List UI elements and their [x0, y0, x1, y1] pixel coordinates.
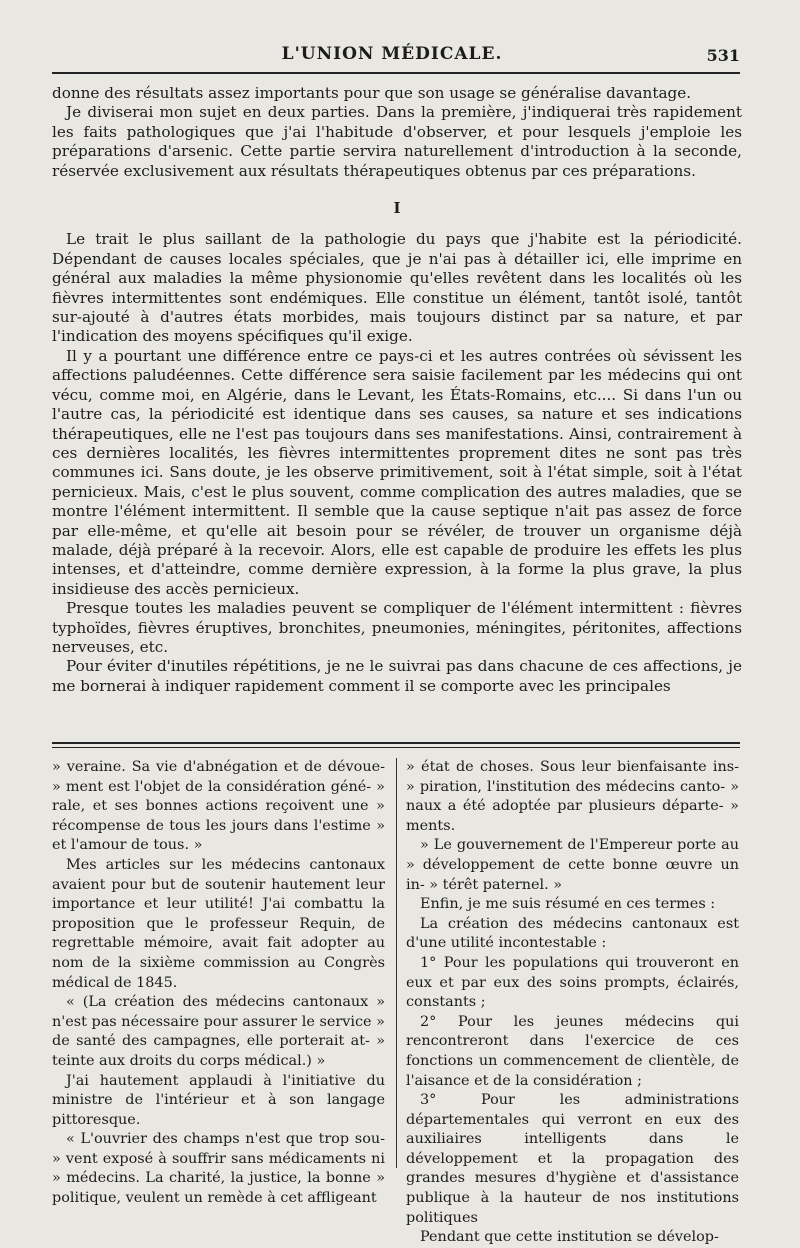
feuilleton-left-column — [52, 758, 385, 1209]
paragraph: Il y a pourtant une différence entre ce pays-ci et les autres contrées où sévissent les affections paludéennes. Cette différence sera saisie facilement par les médecins qui ont vécu, comme moi, en Algérie, dans le Levant, les États-Romains, etc.... Si dans l'un ou l'autre cas, la périodicité est identique dans ses causes, sa nature et ses indications thérapeutiques, elle ne l'est pas toujours dans ses manifestations. Ainsi, contrairement à ces dernières localités, les fièvres intermittentes proprement dites ne sont pas très communes ici. Sans doute, je les observe primitivement, soit à l'état simple, soit à l'état pernicieux. Mais, c'est le plus souvent, comme complication des autres maladies, que se montre l'élément intermittent. Il semble que la cause septique n'ait pas assez de force par elle-même, et qu'elle ait besoin pour se révéler, de trouver un organisme déjà malade, déjà préparé à la recevoir. Alors, elle est capable de produire les effets les plus intenses, et d'atteindre, comme dernière expression, à la forme la plus grave, la plus insidieuse des accès pernicieux. — [52, 346, 742, 598]
paragraph: 3° Pour les administrations départementales qui verront en eux des auxiliaires intelligents dans le développement et la propagation des grandes mesures d'hygiène et d'assistance publique à la hauteur de nos institutions politiques — [406, 1092, 739, 1226]
paragraph: La création des médecins cantonaux est d'une utilité incontestable : — [406, 915, 739, 952]
paragraph: Presque toutes les maladies peuvent se compliquer de l'élément intermittent : fièvres typhoïdes, fièvres éruptives, bronchites, pneumonies, méningites, péritonites, affections nerveuses, etc. — [52, 599, 742, 656]
section-heading: I — [393, 199, 401, 218]
paragraph: Pour éviter d'inutiles répétitions, je ne le suivrai pas dans chacune de ces affections, je me bornerai à indiquer rapidement comment il se comporte avec les principales — [52, 657, 742, 695]
paragraph: Mes articles sur les médecins cantonaux avaient pour but de soutenir hautement leur importance et leur utilité! J'ai combattu la proposition que le professeur Requin, de regrettable mémoire, avait fait adopter au nom de la sixième commission au Congrès médical de 1845. — [52, 856, 385, 991]
paragraph: J'ai hautement applaudi à l'initiative du ministre de l'intérieur et à son langage pittoresque. — [52, 1072, 385, 1128]
paragraph: Je diviserai mon sujet en deux parties. Dans la première, j'indiquerai très rapidement les faits pathologiques que j'ai l'habitude d'observer, et pour lesquels j'emploie les préparations d'arsenic. Cette partie servira naturellement d'introduction à la seconde, réservée exclusivement aux résultats thérapeutiques obtenus par ces préparations. — [52, 103, 742, 180]
feuilleton-rule — [52, 742, 740, 748]
paragraph: « (La création des médecins cantonaux » n'est pas nécessaire pour assurer le service » de santé des campagnes, elle porterait at- » teinte aux droits du corps médical.) » — [52, 994, 385, 1069]
paragraph: donne des résultats assez importants pour que son usage se généralise davantage. — [52, 84, 692, 102]
main-article — [52, 84, 742, 696]
running-header — [52, 44, 740, 70]
paragraph: Pendant que cette institution se dévelop- — [420, 1229, 719, 1246]
paragraph: 1° Pour les populations qui trouveront en eux et par eux des soins prompts, éclairés, constants ; — [406, 954, 739, 1011]
paragraph: » Le gouvernement de l'Empereur porte au » développement de cette bonne œuvre un in- » térêt paternel. » — [406, 837, 739, 893]
paragraph: Enfin, je me suis résumé en ces termes : — [420, 896, 716, 913]
column-divider — [396, 758, 397, 1168]
header-rule — [52, 72, 740, 74]
paragraph: » veraine. Sa vie d'abnégation et de dévoue- » ment est l'objet de la considération géné- » rale, et ses bonnes actions reçoivent une » récompense de tous les jours dans l'estime » et l'amour de tous. » — [52, 759, 385, 854]
page-number: 531 — [706, 46, 740, 65]
paragraph: « L'ouvrier des champs n'est que trop sou- » vent exposé à souffrir sans médicaments ni » médecins. La charité, la justice, la bonne » politique, veulent un remède à cet affligeant — [52, 1131, 385, 1207]
feuilleton-right-column — [406, 758, 739, 1248]
journal-title: L'UNION MÉDICALE. — [281, 44, 503, 64]
paragraph: 2° Pour les jeunes médecins qui rencontreront dans l'exercice de ces fonctions un commencement de clientèle, de l'aisance et de la considération ; — [406, 1013, 739, 1089]
paragraph: Le trait le plus saillant de la pathologie du pays que j'habite est la périodicité. Dépendant de causes locales spéciales, que je n'ai pas à détailler ici, elle imprime en général aux maladies la même physionomie qu'elles revêtent dans les localités où les fièvres intermittentes sont endémiques. Elle constitue un élément, tantôt isolé, tantôt sur-ajouté à d'autres états morbides, mais toujours distinct par sa nature, et par l'indication des moyens spécifiques qu'il exige. — [52, 230, 742, 346]
paragraph: » état de choses. Sous leur bienfaisante ins- » piration, l'institution des médecins canto- » naux a été adoptée par plusieurs départe- » ments. — [406, 759, 739, 834]
